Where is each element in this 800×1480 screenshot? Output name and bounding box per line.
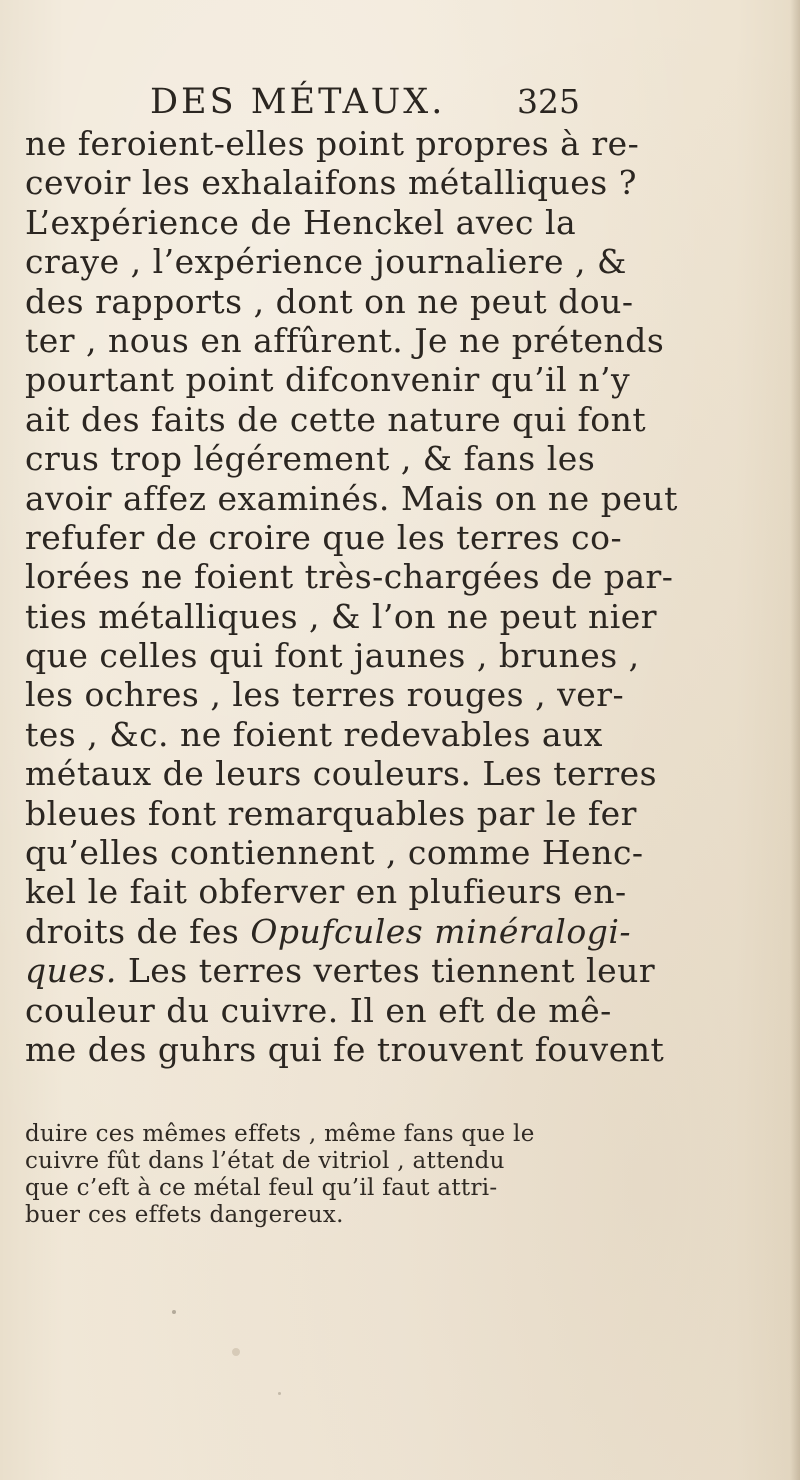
text-line: craye , l’expérience journaliere , & — [25, 242, 627, 282]
footnote — [25, 1121, 785, 1229]
footnote-line: cuivre fût dans l’état de vitriol , attendu — [25, 1148, 505, 1174]
text-line: me des guhrs qui fe trouvent fouvent — [25, 1029, 665, 1069]
text-line: L’expérience de Henckel avec la — [25, 202, 577, 242]
text-line: crus trop légérement , & fans les — [25, 439, 596, 479]
body-text — [25, 124, 780, 1069]
text-line: tes , &c. ne foient redevables aux — [25, 714, 603, 754]
text-line: cevoir les exhalaifons métalliques ? — [25, 163, 637, 203]
text-line — [25, 951, 780, 990]
text-line: avoir affez examinés. Mais on ne peut — [25, 478, 678, 518]
footnote-line: buer ces effets dangereux. — [25, 1202, 344, 1228]
footnote-line: que c’eft à ce métal feul qu’il faut attri- — [25, 1175, 498, 1201]
footnote-line: duire ces mêmes effets , même fans que le — [25, 1121, 535, 1147]
text-line: ter , nous en affûrent. Je ne prétends — [25, 320, 665, 360]
page-number: 325 — [517, 82, 580, 121]
text-line: bleues font remarquables par le fer — [25, 793, 637, 833]
italic-title: Opufcules minéralogi- — [250, 911, 632, 951]
page-header — [150, 82, 580, 126]
running-head: DES MÉTAUX. — [150, 82, 446, 122]
paper-speck — [278, 1392, 281, 1395]
text-line: qu’elles contiennent , comme Henc- — [25, 833, 644, 873]
text-line: ties métalliques , & l’on ne peut nier — [25, 596, 658, 636]
text-line: pourtant point difconvenir qu’il n’y — [25, 360, 631, 400]
text-line: les ochres , les terres rouges , ver- — [25, 675, 625, 715]
text-line: ne feroient-elles point propres à re- — [25, 124, 640, 163]
text-line: refufer de croire que les terres co- — [25, 517, 623, 557]
paper-stain — [232, 1348, 240, 1356]
text-line: métaux de leurs couleurs. Les terres — [25, 754, 658, 794]
text-segment: Les terres vertes tiennent leur — [116, 951, 656, 991]
text-line: lorées ne foient très-chargées de par- — [25, 557, 674, 597]
text-line: ait des faits de cette nature qui font — [25, 399, 647, 439]
text-line: couleur du cuivre. Il en eft de mê- — [25, 990, 612, 1030]
text-line: que celles qui font jaunes , brunes , — [25, 636, 640, 676]
text-line: des rapports , dont on ne peut dou- — [25, 281, 634, 321]
italic-title: ques. — [25, 951, 117, 991]
text-line: kel le fait obferver en plufieurs en- — [25, 872, 627, 912]
page-edge-shadow — [790, 0, 800, 1480]
paper-speck — [172, 1310, 176, 1314]
text-line — [25, 912, 780, 951]
text-segment: droits de fes — [25, 911, 251, 951]
